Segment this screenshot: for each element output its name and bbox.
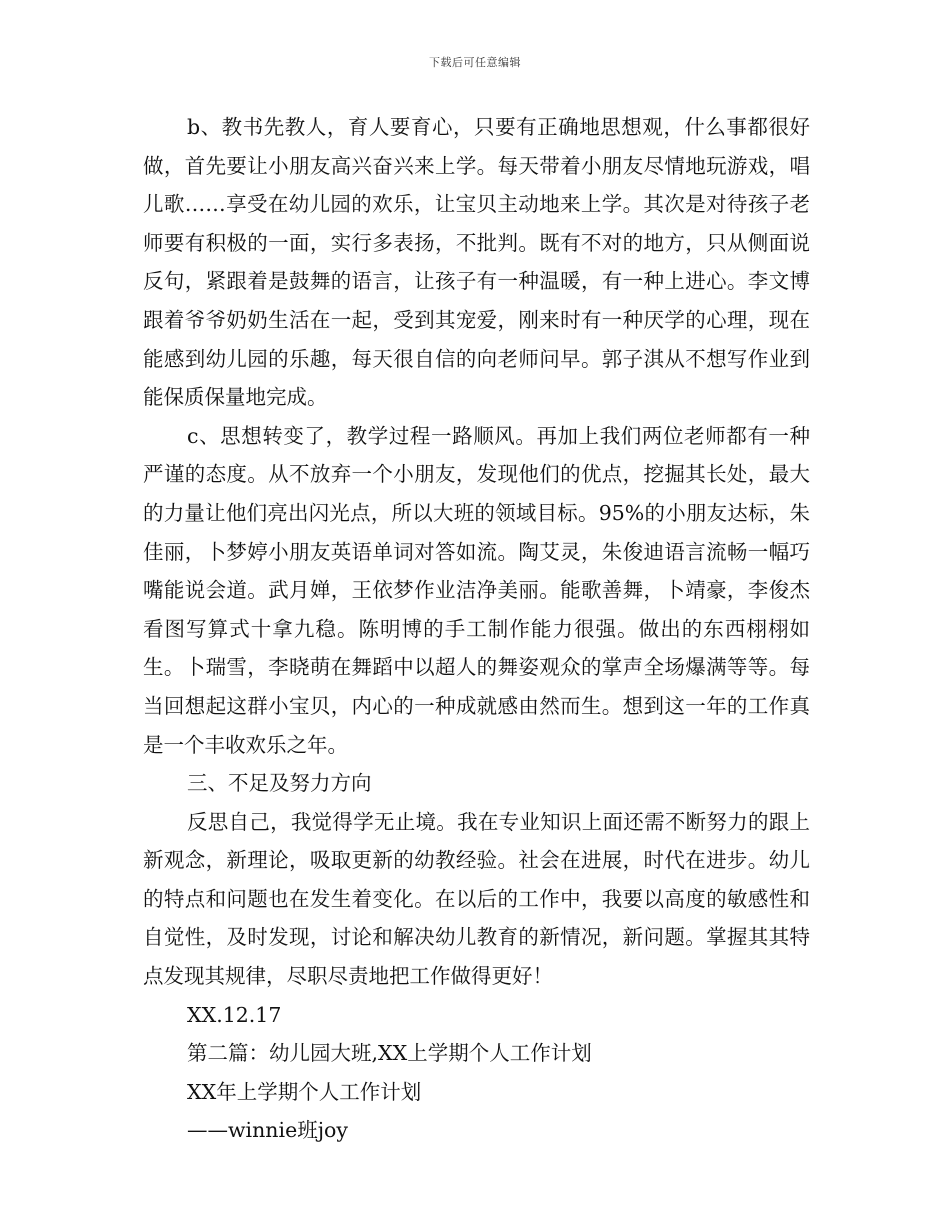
document-body <box>143 108 810 1150</box>
paragraph-b: b、教书先教人，育人要育心，只要有正确地思想观，什么事都很好做，首先要让小朋友高兴奋兴来上学。每天带着小朋友尽情地玩游戏，唱儿歌……享受在幼儿园的欢乐，让宝贝主动地来上学。其次是对待孩子老师要有积极的一面，实行多表扬，不批判。既有不对的地方，只从侧面说反句，紧跟着是鼓舞的语言，让孩子有一种温暖，有一种上进心。李文博跟着爷爷奶奶生活在一起，受到其宠爱，刚来时有一种厌学的心理，现在能感到幼儿园的乐趣，每天很自信的向老师问早。郭子淇从不想写作业到能保质保量地完成。 <box>143 115 810 410</box>
date-line: XX.12.17 <box>187 1002 282 1027</box>
paragraph-reflection: 反思自己，我觉得学无止境。我在专业知识上面还需不断努力的跟上新观念，新理论，吸取更新的幼教经验。社会在进展，时代在进步。幼儿的特点和问题也在发生着变化。在以后的工作中，我要以高度的敏感性和自觉性，及时发现，讨论和解决幼儿教育的新情况，新问题。掌握其其特点发现其规律，尽职尽责地把工作做得更好！ <box>143 809 810 989</box>
section-heading-shortcomings: 三、不足及努力方向 <box>187 771 372 796</box>
paragraph-c: c、思想转变了，教学过程一路顺风。再加上我们两位老师都有一种严谨的态度。从不放弃一个小朋友，发现他们的优点，挖掘其长处，最大的力量让他们亮出闪光点，所以大班的领域目标。95%的小朋友达标，朱佳丽，卜梦婷小朋友英语单词对答如流。陶艾灵，朱俊迪语言流畅一幅巧嘴能说会道。武月婵，王依梦作业洁净美丽。能歌善舞，卜靖豪，李俊杰看图写算式十拿九稳。陈明博的手工制作能力很强。做出的东西栩栩如生。卜瑞雪，李晓萌在舞蹈中以超人的舞姿观众的掌声全场爆满等等。每当回想起这群小宝贝，内心的一种成就感由然而生。想到这一年的工作真是一个丰收欢乐之年。 <box>143 423 810 757</box>
page-header: 下载后可任意编辑 <box>429 56 521 69</box>
part-two-title: 第二篇：幼儿园大班,XX上学期个人工作计划 <box>187 1041 592 1066</box>
plan-title: XX年上学期个人工作计划 <box>187 1079 422 1104</box>
signature-line: ——winnie班joy <box>187 1118 348 1143</box>
